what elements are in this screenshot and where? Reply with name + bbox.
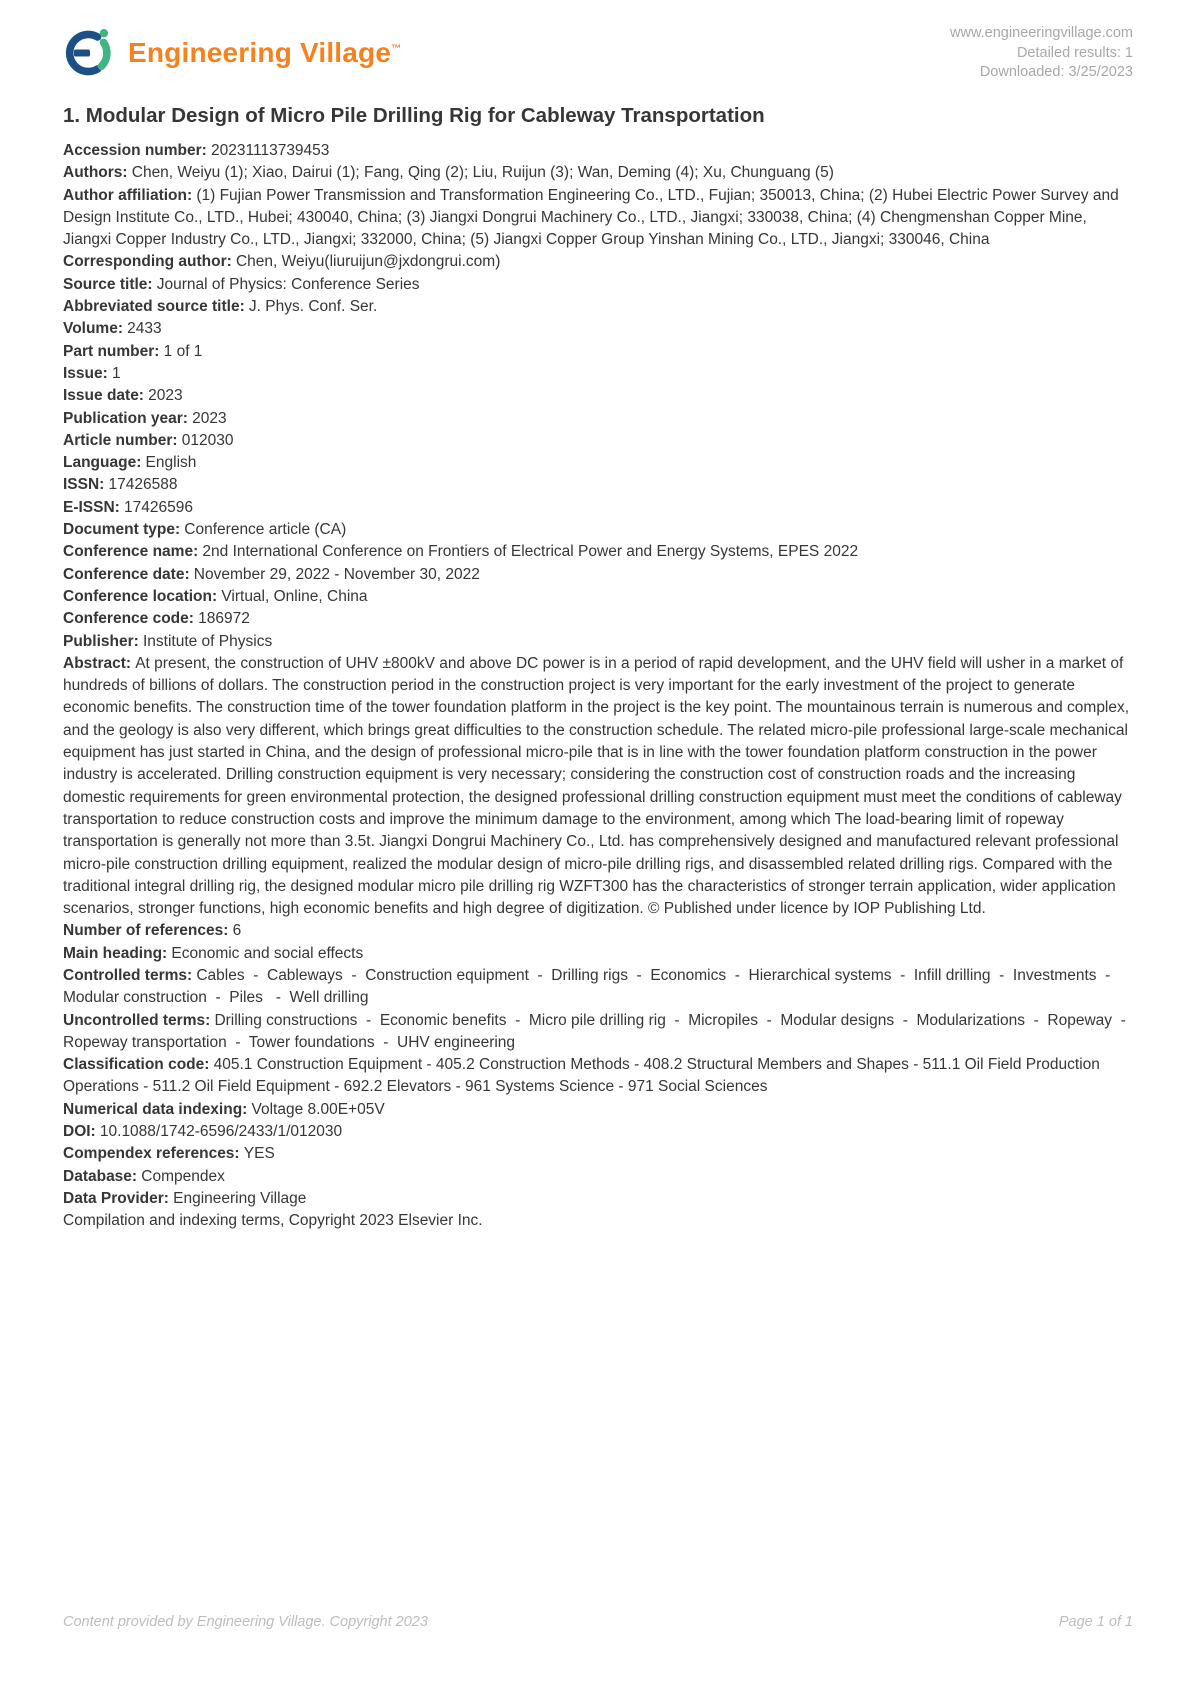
field-label: Uncontrolled terms:	[63, 1011, 211, 1029]
field-value: (1) Fujian Power Transmission and Transformation Engineering Co., LTD., Fujian; 350013, China; (2) Hubei Electric Power Survey and Design Institute Co., LTD., Hubei; 430040, China; (3) Jiangxi Dongrui Machinery Co., LTD., Jiangxi; 330038, China; (4) Chengmenshan Copper Mine, Jiangxi Copper Industry Co., LTD., Jiangxi; 332000, China; (5) Jiangxi Copper Group Yinshan Mining Co., LTD., Jiangxi; 330046, China	[63, 186, 1124, 249]
record-field	[63, 943, 1135, 965]
field-value: 17426588	[108, 476, 178, 494]
field-value: Compendex	[141, 1167, 225, 1185]
record-field	[63, 430, 1135, 452]
record-field	[63, 1188, 1135, 1210]
record-field	[63, 408, 1135, 430]
record-title: 1. Modular Design of Micro Pile Drilling Rig for Cableway Transportation	[63, 104, 765, 127]
record-fields	[63, 140, 1135, 1233]
logo	[63, 26, 401, 80]
meta-line-downloaded: Downloaded: 3/25/2023	[979, 64, 1133, 80]
record-field	[63, 608, 1135, 630]
trademark-symbol: ™	[391, 43, 402, 55]
field-value: 012030	[181, 431, 234, 449]
field-label: Publication year:	[63, 409, 188, 427]
record-field	[63, 920, 1135, 942]
field-value: Drilling constructions - Economic benefits - Micro pile drilling rig - Micropiles - Modular designs - Modularizations - Ropeway - Ropeway transportation - Tower foundations - UHV engineering	[63, 1011, 1135, 1051]
record-field	[63, 1121, 1135, 1143]
field-label: Classification code:	[63, 1056, 210, 1074]
field-label: Issue:	[63, 364, 108, 382]
field-value: Conference article (CA)	[184, 521, 347, 539]
record-field	[63, 1143, 1135, 1165]
field-label: Language:	[63, 454, 142, 472]
field-label: Document type:	[63, 521, 181, 539]
field-label: Conference code:	[63, 610, 194, 628]
header-meta	[950, 24, 1133, 83]
field-value: 405.1 Construction Equipment - 405.2 Construction Methods - 408.2 Structural Members and Shapes - 511.1 Oil Field Production Operations - 511.2 Oil Field Equipment - 692.2 Elevators - 961 Systems Science - 971 Social Sciences	[63, 1056, 1105, 1096]
record-field	[63, 363, 1135, 385]
record-field	[63, 318, 1135, 340]
record-field	[63, 1099, 1135, 1121]
field-value: Engineering Village	[173, 1189, 307, 1207]
field-label: Abstract:	[63, 654, 132, 672]
field-value: Virtual, Online, China	[221, 587, 368, 605]
field-label: Data Provider:	[63, 1189, 169, 1207]
footer	[63, 1614, 1133, 1630]
record-field	[63, 251, 1135, 273]
record-field	[63, 162, 1135, 184]
record-content	[63, 103, 1135, 1233]
field-label: DOI:	[63, 1123, 96, 1141]
field-value: At present, the construction of UHV ±800kV and above DC power is in a period of rapid development, and the UHV field will usher in a market of hundreds of billions of dollars. The construction period in the construction project is very important for the early investment of the project to generate economic benefits. The construction time of the tower foundation platform in the project is the key point. The mountainous terrain is numerous and complex, and the geology is also very different, which brings great difficulties to the construction schedule. The related micro-pile professional large-scale mechanical equipment has just started in China, and the design of professional micro-pile that is in line with the tower foundation platform construction in the power industry is accelerated. Drilling construction equipment is very necessary; considering the construction cost of construction roads and the increasing domestic requirements for green environmental protection, the designed professional drilling construction equipment must meet the conditions of cableway transportation to reduce construction costs and improve the minimum damage to the environment, among which The load-bearing limit of ropeway transportation is generally not more than 3.5t. Jiangxi Dongrui Machinery Co., Ltd. has comprehensively designed and manufactured relevant professional micro-pile construction drilling equipment, realized the modular design of micro-pile drilling rigs, and disassembled related drilling rigs. Compared with the traditional integral drilling rig, the designed modular micro pile drilling rig WZFT300 has the characteristics of stronger terrain application, wider application scenarios, stronger functions, high economic benefits and high degree of digitization. © Published under licence by IOP Publishing Ltd.	[63, 654, 1134, 918]
brand-name: Engineering Village	[128, 37, 392, 68]
record-field	[63, 631, 1135, 653]
field-value: 1	[111, 364, 121, 382]
brand-text	[128, 37, 401, 69]
field-label: Main heading:	[63, 944, 168, 962]
field-value: 2023	[148, 387, 183, 405]
field-label: Conference date:	[63, 565, 190, 583]
field-label: Volume:	[63, 320, 123, 338]
field-label: Corresponding author:	[63, 253, 232, 271]
field-label: Authors:	[63, 164, 128, 182]
record-field	[63, 1010, 1135, 1055]
field-value: J. Phys. Conf. Ser.	[248, 298, 378, 316]
field-label: Source title:	[63, 275, 153, 293]
record-field	[63, 474, 1135, 496]
record-field	[63, 519, 1135, 541]
field-value: 1 of 1	[163, 342, 203, 360]
field-value: 6	[232, 922, 242, 940]
field-label: Publisher:	[63, 632, 139, 650]
field-value: Cables - Cableways - Construction equipment - Drilling rigs - Economics - Hierarchical systems - Infill drilling - Investments - Modular construction - Piles - Well drilling	[63, 966, 1119, 1007]
field-label: Article number:	[63, 431, 178, 449]
field-label: Database:	[63, 1167, 138, 1185]
ei-logo-icon	[63, 26, 117, 80]
field-label: Conference name:	[63, 543, 199, 561]
meta-line-results: Detailed results: 1	[1016, 44, 1133, 61]
field-label: Conference location:	[63, 587, 218, 605]
field-value: 2nd International Conference on Frontiers of Electrical Power and Energy Systems, EPES 2022	[202, 543, 859, 561]
meta-line-site: www.engineeringvillage.com	[950, 25, 1133, 41]
field-value: Journal of Physics: Conference Series	[156, 275, 420, 293]
record-field	[63, 296, 1135, 318]
record-field	[63, 385, 1135, 407]
record-field	[63, 497, 1135, 519]
field-value: Compilation and indexing terms, Copyright 2023 Elsevier Inc.	[63, 1212, 483, 1230]
field-value: Economic and social effects	[171, 944, 364, 962]
record-field	[63, 541, 1135, 563]
field-label: Issue date:	[63, 387, 144, 405]
field-value: Voltage 8.00E+05V	[251, 1100, 385, 1118]
record-field	[63, 965, 1135, 1010]
field-value: 186972	[198, 610, 250, 628]
field-value: 2433	[127, 320, 162, 338]
record-field	[63, 586, 1135, 608]
record-field	[63, 452, 1135, 474]
field-value: 10.1088/1742-6596/2433/1/012030	[99, 1123, 343, 1141]
field-value: Chen, Weiyu(liuruijun@jxdongrui.com)	[235, 253, 501, 271]
field-label: Abbreviated source title:	[63, 298, 245, 316]
footer-left: Content provided by Engineering Village. Copyright 2023	[63, 1614, 428, 1630]
field-label: Accession number:	[63, 142, 207, 159]
record-field	[63, 653, 1135, 921]
field-label: ISSN:	[63, 476, 105, 494]
record-field	[63, 1166, 1135, 1188]
field-value: 20231113739453	[211, 142, 330, 159]
field-value: Institute of Physics	[142, 632, 273, 650]
field-label: Numerical data indexing:	[63, 1100, 248, 1118]
field-label: Part number:	[63, 342, 160, 360]
record-field	[63, 140, 1135, 162]
field-label: Author affiliation:	[63, 186, 193, 204]
field-value: November 29, 2022 - November 30, 2022	[193, 565, 480, 583]
record-field	[63, 1054, 1135, 1099]
field-value: 17426596	[124, 498, 193, 516]
field-label: Compendex references:	[63, 1145, 240, 1163]
record-field	[63, 564, 1135, 586]
field-value: 2023	[192, 409, 227, 427]
field-label: E-ISSN:	[63, 498, 120, 516]
field-label: Number of references:	[63, 922, 229, 940]
field-value: YES	[243, 1145, 275, 1163]
field-value: Chen, Weiyu (1); Xiao, Dairui (1); Fang, Qing (2); Liu, Ruijun (3); Wan, Deming (4); Xu, Chunguang (5)	[131, 164, 834, 182]
record-field	[63, 1210, 1135, 1232]
record-field	[63, 341, 1135, 363]
field-value: English	[145, 454, 197, 472]
record-field	[63, 185, 1135, 252]
footer-right: Page 1 of 1	[1058, 1614, 1133, 1630]
record-field	[63, 274, 1135, 296]
field-label: Controlled terms:	[63, 966, 193, 984]
